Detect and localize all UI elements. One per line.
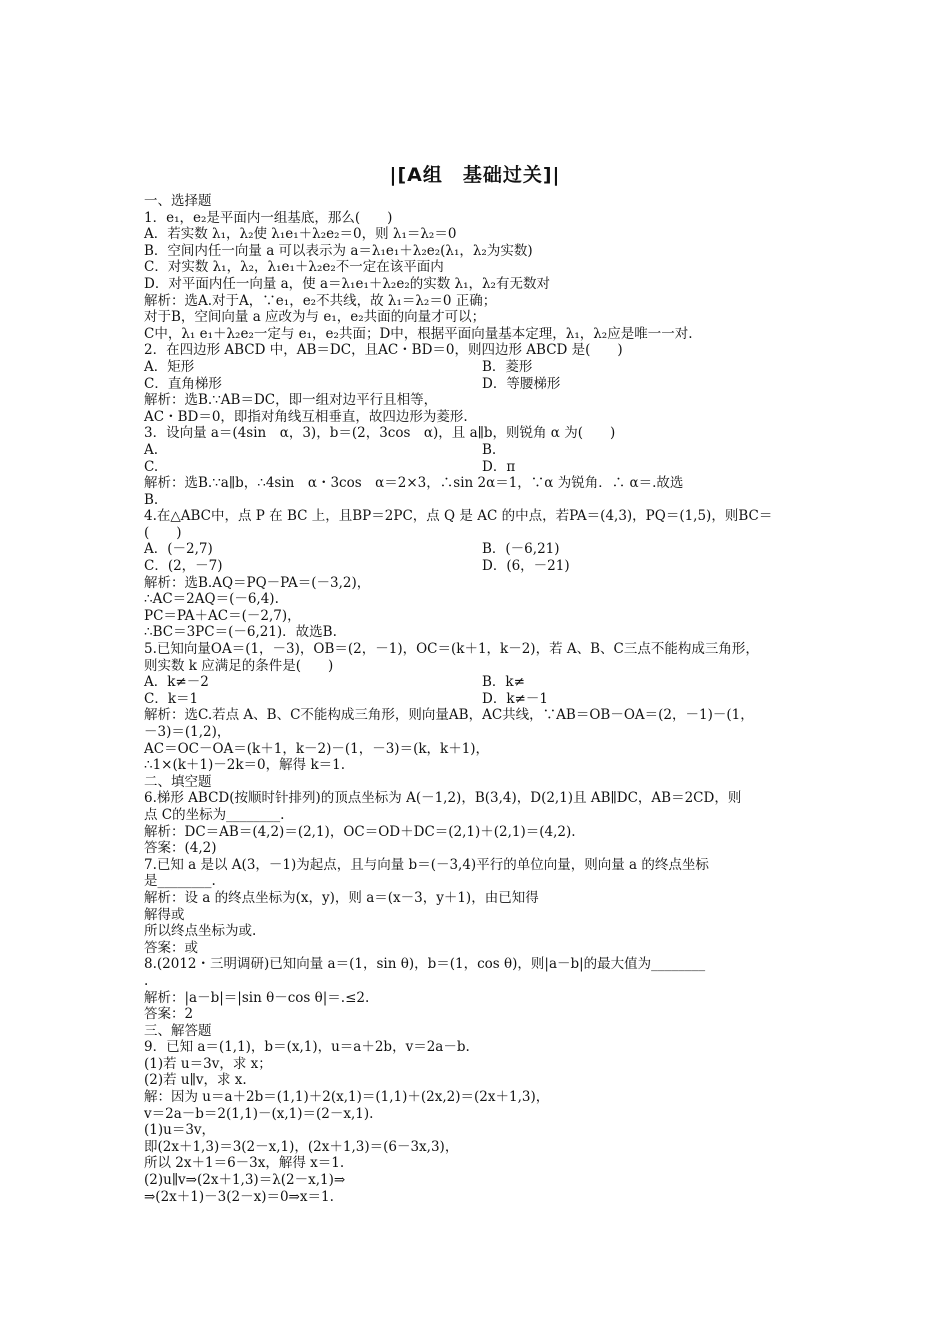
text-line: 解得或 [144, 906, 185, 923]
text-line: A．若实数 λ₁，λ₂使 λ₁e₁＋λ₂e₂＝0，则 λ₁＝λ₂＝0 [144, 226, 457, 243]
text-line: 点 C的坐标为________. [144, 806, 285, 823]
text-line: 解析：DC＝AB＝(4,2)＝(2,1)，OC＝OD＋DC＝(2,1)＋(2,1)＝(4,2). [144, 823, 576, 840]
text-line: 解析：|a－b|＝|sin θ－cos θ|＝.≤2. [144, 989, 370, 1006]
text-line: ∴1×(k＋1)－2k＝0，解得 k＝1. [144, 757, 346, 774]
option-text: D．等腰梯形 [482, 375, 561, 392]
text-line: ( ) [144, 524, 182, 541]
option-text: D．k≠－1 [482, 690, 548, 707]
option-text: B. [482, 441, 497, 458]
text-line: 8.(2012・三明调研)已知向量 a＝(1，sin θ)，b＝(1，cos θ)，则|a－b|的最大值为________ [144, 956, 706, 973]
text-line: 9．已知 a＝(1,1)，b＝(x,1)，u＝a＋2b，v＝2a－b. [144, 1039, 470, 1056]
text-line: PC＝PA＋AC＝(－2,7)， [144, 607, 301, 624]
text-line: (2)u∥v⇒(2x＋1,3)＝λ(2－x,1)⇒ [144, 1172, 346, 1189]
text-line: 解析：选C.若点 A、B、C不能构成三角形，则向量AB，AC共线，∵AB＝OB－OA＝(2，－1)－(1， [144, 707, 754, 724]
option-text: C．直角梯形 [144, 375, 222, 392]
text-line: 一、选择题 [144, 193, 212, 209]
text-line: ⇒(2x＋1)－3(2－x)＝0⇒x＝1. [144, 1188, 334, 1205]
text-line: 答案：(4,2) [144, 840, 217, 857]
document-body [144, 193, 809, 1205]
option-text: A．(－2,7) [144, 541, 213, 558]
option-row [144, 558, 809, 575]
option-text: A. [144, 441, 159, 458]
option-text: B．菱形 [482, 358, 533, 375]
text-line: 解析：选B.∵AB＝DC，即一组对边平行且相等， [144, 392, 438, 409]
option-text: D．(6，－21) [482, 558, 570, 575]
option-row [144, 674, 809, 691]
option-row [144, 691, 809, 708]
text-line: B. [144, 491, 159, 508]
text-line: 2．在四边形 ABCD 中，AB＝DC，且AC・BD＝0，则四边形 ABCD 是( ) [144, 342, 623, 359]
text-line: D．对平面内任一向量 a，使 a＝λ₁e₁＋λ₂e₂的实数 λ₁，λ₂有无数对 [144, 275, 550, 292]
text-line: v＝2a－b＝2(1,1)－(x,1)＝(2－x,1). [144, 1105, 374, 1122]
text-line: 对于B，空间向量 a 应改为与 e₁，e₂共面的向量才可以； [144, 309, 486, 326]
text-line: 答案：2 [144, 1006, 194, 1023]
text-line: 解析：设 a 的终点坐标为(x，y)，则 a＝(x－3，y＋1)，由已知得 [144, 889, 539, 906]
text-line: 5.已知向量OA＝(1，－3)，OB＝(2，－1)，OC＝(k＋1，k－2)，若 A、B、C三点不能构成三角形， [144, 641, 759, 658]
text-line: ∴BC＝3PC＝(－6,21)．故选B. [144, 624, 337, 641]
text-line: －3)＝(1,2)， [144, 724, 231, 740]
text-line: 4.在△ABC中，点 P 在 BC 上，且BP＝2PC，点 Q 是 AC 的中点，若PA＝(4,3)，PQ＝(1,5)，则BC＝ [144, 508, 773, 525]
option-text: B．(－6,21) [482, 541, 560, 558]
text-line: AC＝OC－OA＝(k＋1，k－2)－(1，－3)＝(k，k＋1)， [144, 740, 490, 757]
text-line: 解：因为 u＝a＋2b＝(1,1)＋2(x,1)＝(1,1)＋(2x,2)＝(2x＋1,3)， [144, 1089, 550, 1106]
text-line: 3．设向量 a＝(4sin α，3)，b＝(2，3cos α)，且 a∥b，则锐角 α 为( ) [144, 425, 616, 442]
option-row [144, 541, 809, 558]
option-text: C. [144, 458, 159, 475]
text-line: 解析：选A.对于A，∵e₁，e₂不共线，故 λ₁＝λ₂＝0 正确； [144, 292, 497, 309]
option-text: A．矩形 [144, 358, 195, 375]
section-header: |[A组 基础过关]| [389, 164, 561, 186]
option-row [144, 459, 809, 476]
text-line: (1)u＝3v， [144, 1122, 216, 1139]
text-line: 解析：选B.∵a∥b，∴4sin α・3cos α＝2×3，∴sin 2α＝1，∵α 为锐角．∴ α＝.故选 [144, 475, 684, 492]
text-line: 则实数 k 应满足的条件是( ) [144, 657, 334, 674]
text-line: . [144, 972, 149, 989]
text-line: 6.梯形 ABCD(按顺时针排列)的顶点坐标为 A(－1,2)，B(3,4)，D(2,1)且 AB∥DC，AB＝2CD，则 [144, 790, 742, 807]
text-line: 三、解答题 [144, 1022, 212, 1039]
text-line: (2)若 u∥v，求 x. [144, 1072, 247, 1089]
option-text: D．π [482, 458, 516, 475]
text-line: (1)若 u＝3v，求 x； [144, 1055, 272, 1072]
text-line: 即(2x＋1,3)＝3(2－x,1)，(2x＋1,3)＝(6－3x,3)， [144, 1138, 459, 1155]
text-line: 所以 2x＋1＝6－3x，解得 x＝1. [144, 1155, 345, 1172]
option-row [144, 359, 809, 376]
option-row [144, 376, 809, 393]
text-line: 是________. [144, 873, 216, 890]
option-text: C．k＝1 [144, 690, 199, 707]
text-line: 所以终点坐标为或. [144, 923, 257, 940]
text-line: B．空间内任一向量 a 可以表示为 a＝λ₁e₁＋λ₂e₂(λ₁，λ₂为实数) [144, 242, 533, 259]
text-line: 解析：选B.AQ＝PQ－PA＝(－3,2)， [144, 574, 371, 591]
text-line: 1．e₁，e₂是平面内一组基底，那么( ) [144, 209, 393, 226]
text-line: 答案：或 [144, 939, 198, 956]
option-text: A．k≠－2 [144, 674, 209, 691]
option-text: C．(2，－7) [144, 558, 223, 575]
text-line: 7.已知 a 是以 A(3，－1)为起点，且与向量 b＝(－3,4)平行的单位向量，则向量 a 的终点坐标 [144, 856, 709, 873]
text-line: 二、填空题 [144, 773, 212, 790]
option-row [144, 442, 809, 459]
text-line: ∴AC＝2AQ＝(－6,4). [144, 591, 279, 608]
text-line: C．对实数 λ₁，λ₂，λ₁e₁＋λ₂e₂不一定在该平面内 [144, 259, 444, 276]
text-line: AC・BD＝0，即指对角线互相垂直，故四边形为菱形. [144, 408, 468, 425]
text-line: C中，λ₁ e₁＋λ₂e₂一定与 e₁，e₂共面；D中，根据平面向量基本定理，λ₁，λ₂应是唯一一对. [144, 325, 693, 342]
option-text: B．k≠ [482, 674, 525, 691]
